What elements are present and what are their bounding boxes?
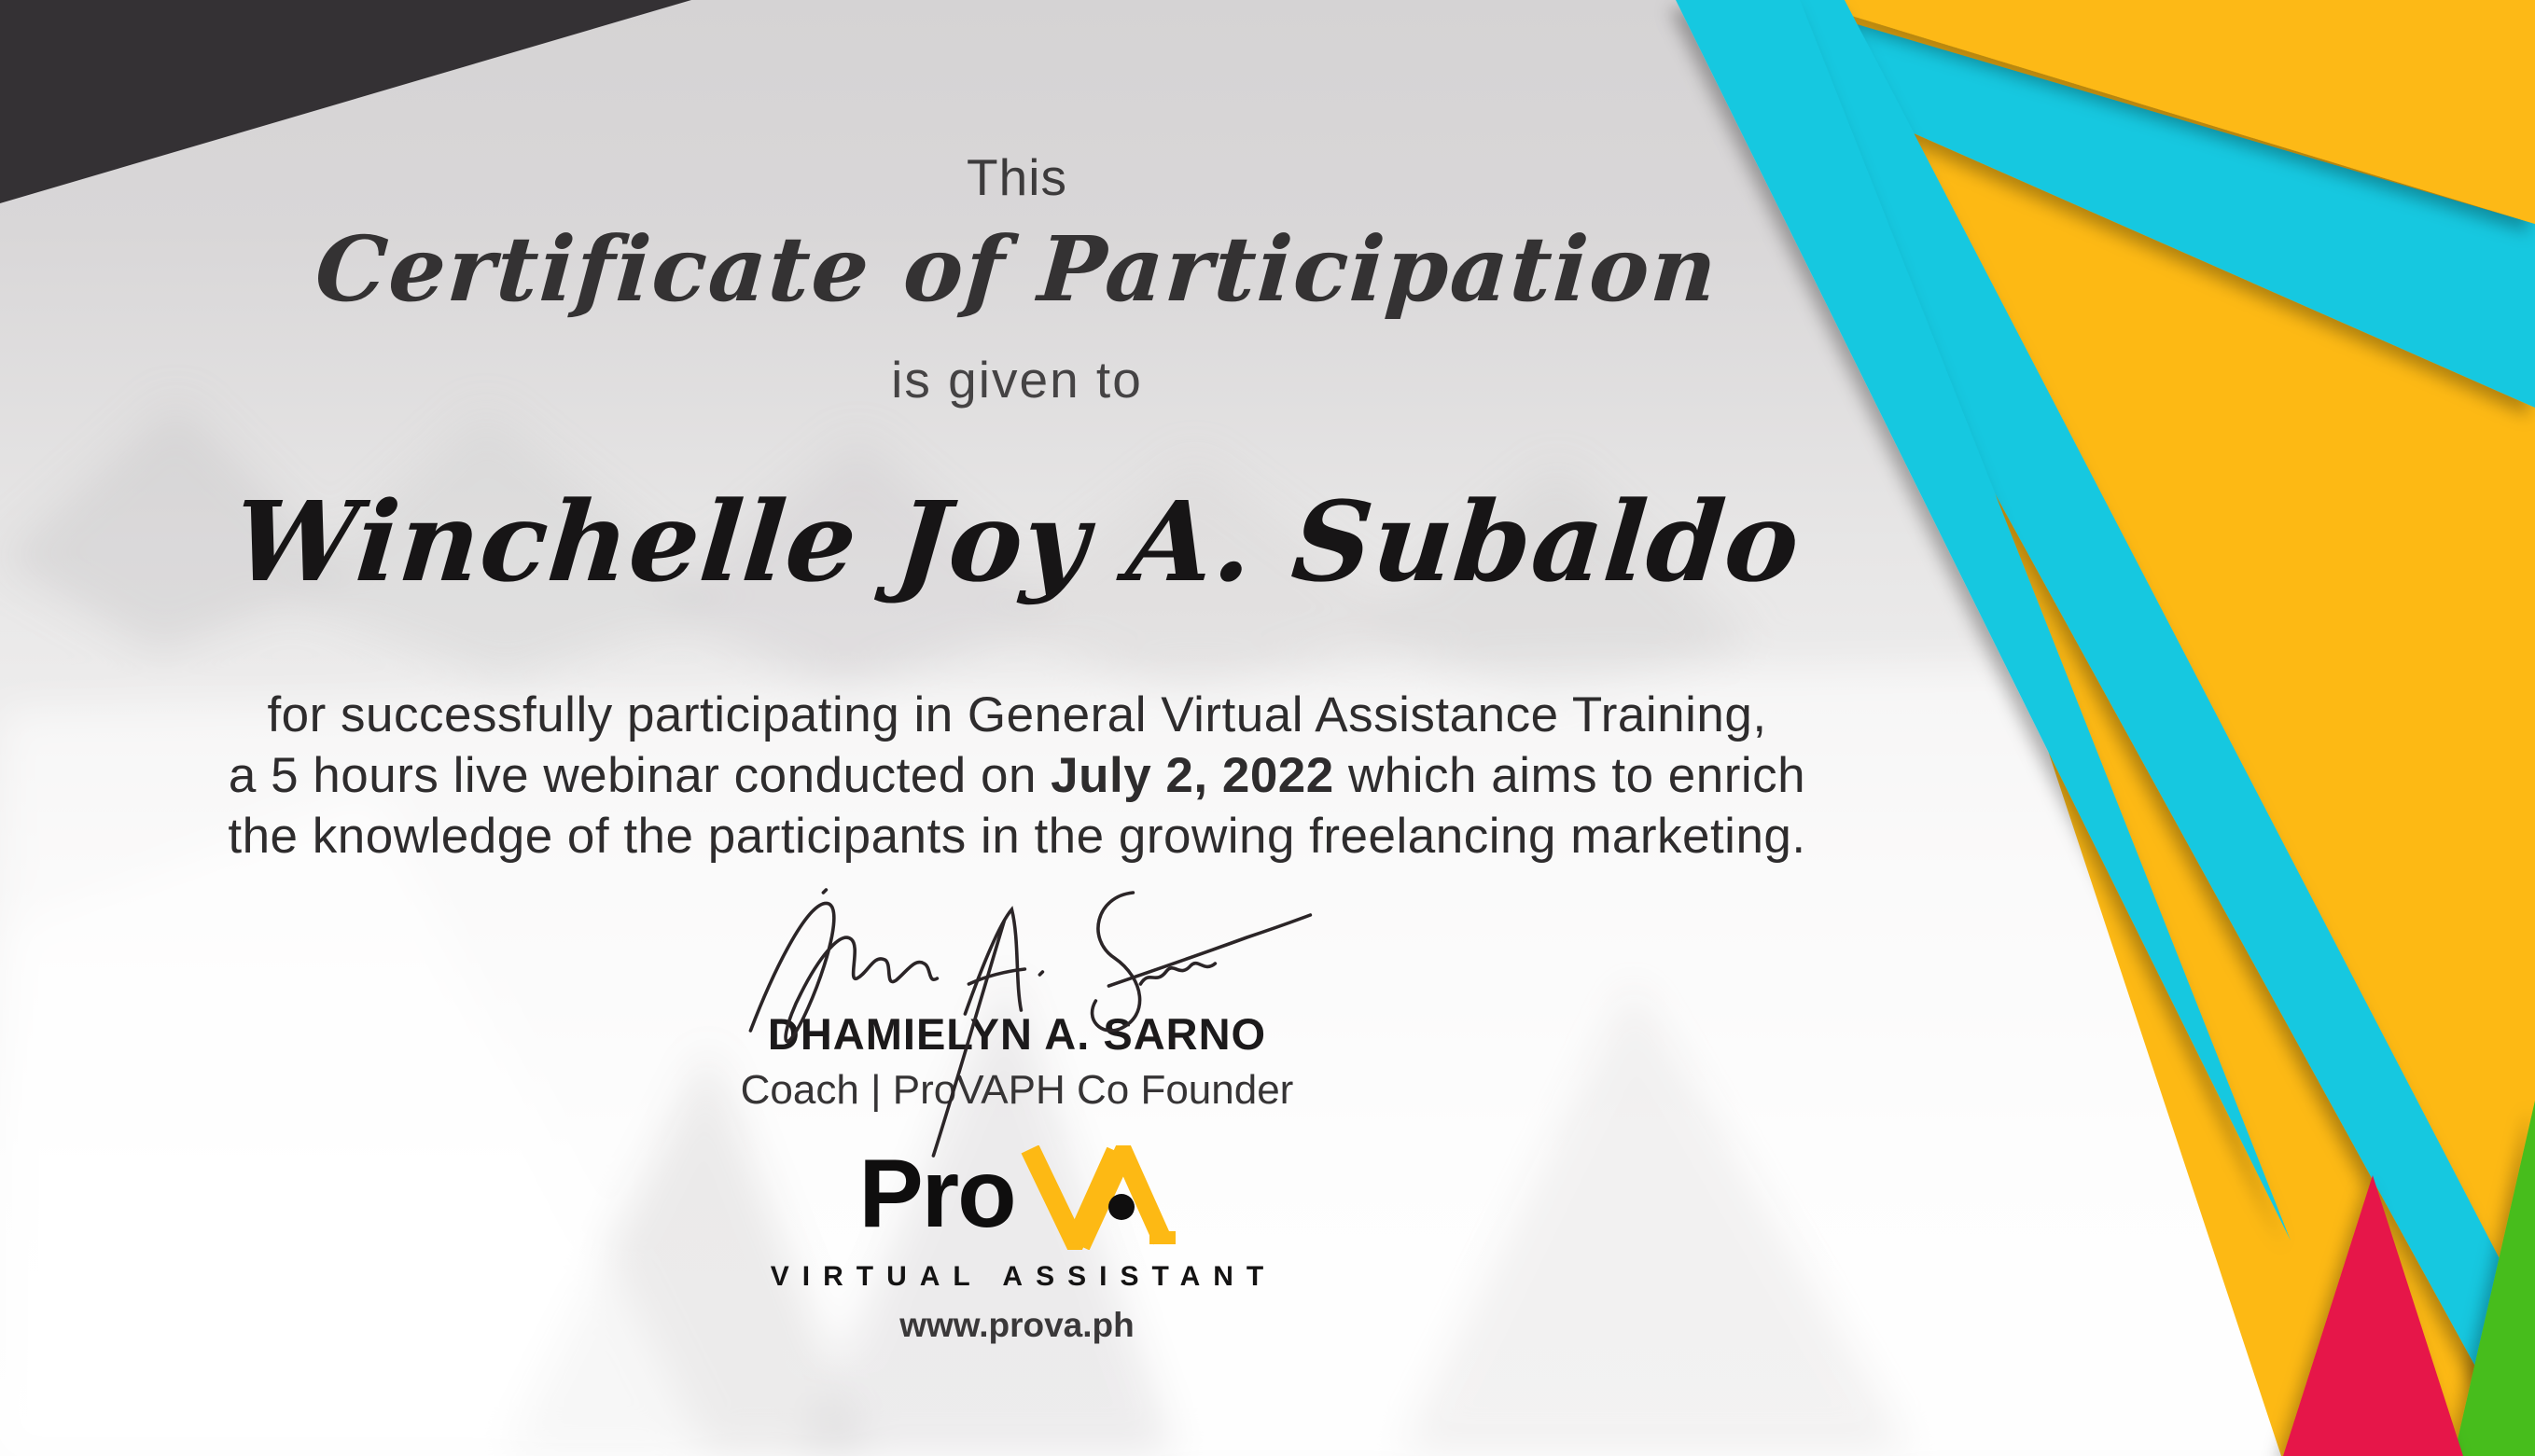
- webinar-date: July 2, 2022: [1051, 748, 1334, 803]
- signer-name: DHAMIELYN A. SARNO: [767, 1009, 1267, 1059]
- body-line-2: [0, 745, 2034, 806]
- certificate-title: Certificate of Participation: [312, 216, 1722, 322]
- logo-tagline: VIRTUAL ASSISTANT: [770, 1261, 1277, 1292]
- signer-role: Coach | ProVAPH Co Founder: [740, 1067, 1294, 1113]
- body-line-2-suffix: which aims to enrich: [1333, 748, 1806, 803]
- logo-website: www.prova.ph: [899, 1306, 1135, 1344]
- signature-area: [0, 870, 2034, 1008]
- body-line-3: the knowledge of the participants in the growing freelancing marketing.: [228, 809, 1806, 864]
- body-line-1: for successfully participating in General Virtual Assistance Training,: [267, 687, 1767, 742]
- body-line-2-prefix: a 5 hours live webinar conducted on: [228, 748, 1052, 803]
- recipient-name: Winchelle Joy A. Subaldo: [229, 477, 1805, 606]
- logo-text-pro: Pro: [858, 1140, 1015, 1248]
- signature-image: [724, 865, 1321, 1172]
- given-to-text: is given to: [891, 351, 1143, 409]
- preamble-text: This: [967, 148, 1067, 206]
- body-paragraph: [0, 685, 2034, 867]
